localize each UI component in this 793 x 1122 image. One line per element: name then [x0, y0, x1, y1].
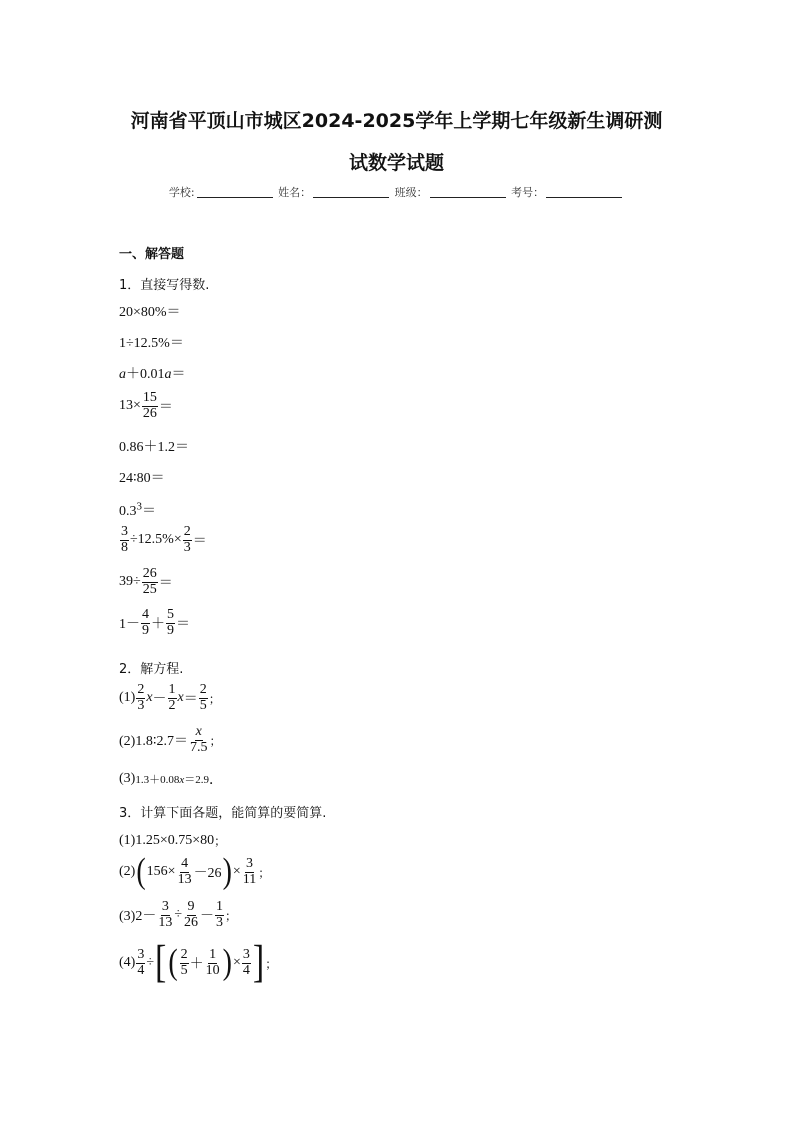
student-info-row [0, 184, 793, 200]
name-blank [313, 186, 389, 198]
q2-item-1: (1) $\frac{2}{3}$ x － $\frac{1}{2}$ x ＝ $\frac{2}{5}$ ； [119, 682, 221, 713]
number-label: 考号： [511, 186, 545, 199]
question-1-label: 1．直接写得数. [119, 278, 210, 293]
q3-item-1: (1)1.25×0.75×80 ； [119, 832, 227, 848]
page-title-line2: 试数学试题 [348, 152, 444, 174]
q1-item-10: 1－ $\frac{4}{9}$ ＋ $\frac{5}{9}$ ＝ [119, 607, 190, 638]
class-label: 班级： [394, 186, 428, 199]
q1-item-2: 1÷12.5%＝ [119, 336, 184, 351]
q2-item-2: (2)1.8∶2.7＝ $\frac{x}{7.5}$ ； [119, 724, 222, 755]
q3-item-2: (2) ( 156× $\frac{4}{13}$ －26 ) × $\frac{3}{11}$ ； [119, 851, 271, 892]
number-blank [546, 186, 622, 198]
name-label: 姓名： [278, 186, 312, 199]
q1-item-3: a＋0.01a＝ [119, 367, 186, 382]
q1-item-8: $\frac{3}{8}$ ÷12.5%× $\frac{2}{3}$ ＝ [121, 524, 207, 555]
question-2-label: 2．解方程. [119, 662, 184, 677]
section-heading: 一、解答题 [119, 247, 185, 262]
class-blank [430, 186, 506, 198]
q1-item-9: 39÷ $\frac{26}{25}$ ＝ [119, 566, 173, 597]
q1-item-4: 13× $\frac{15}{26}$ ＝ [119, 390, 173, 421]
q1-item-1: 20×80%＝ [119, 305, 181, 320]
page-title-line1: 河南省平顶山市城区2024-2025学年上学期七年级新生调研测 [130, 110, 663, 132]
q1-item-5: 0.86＋1.2＝ [119, 440, 189, 455]
q3-item-3: (3)2－ $\frac{3}{13}$ ÷ $\frac{9}{26}$ － $\frac{1}{3}$ ； [119, 899, 238, 930]
q2-item-3: (3) 1.3＋0.08x＝2.9 ． [119, 771, 223, 788]
q3-item-4: (4) $\frac{3}{4}$ ÷ [ ( $\frac{2}{5}$ ＋ $\frac{1}{10}$ ) × $\frac{3}{4}$ ] ； [119, 937, 278, 988]
q1-item-6: 24∶80＝ [119, 471, 165, 486]
question-3-label: 3．计算下面各题，能简算的要简算. [119, 806, 327, 821]
q1-item-7: $0.3^3=$ [119, 500, 156, 519]
school-blank [197, 186, 273, 198]
school-label: 学校: [168, 186, 195, 199]
